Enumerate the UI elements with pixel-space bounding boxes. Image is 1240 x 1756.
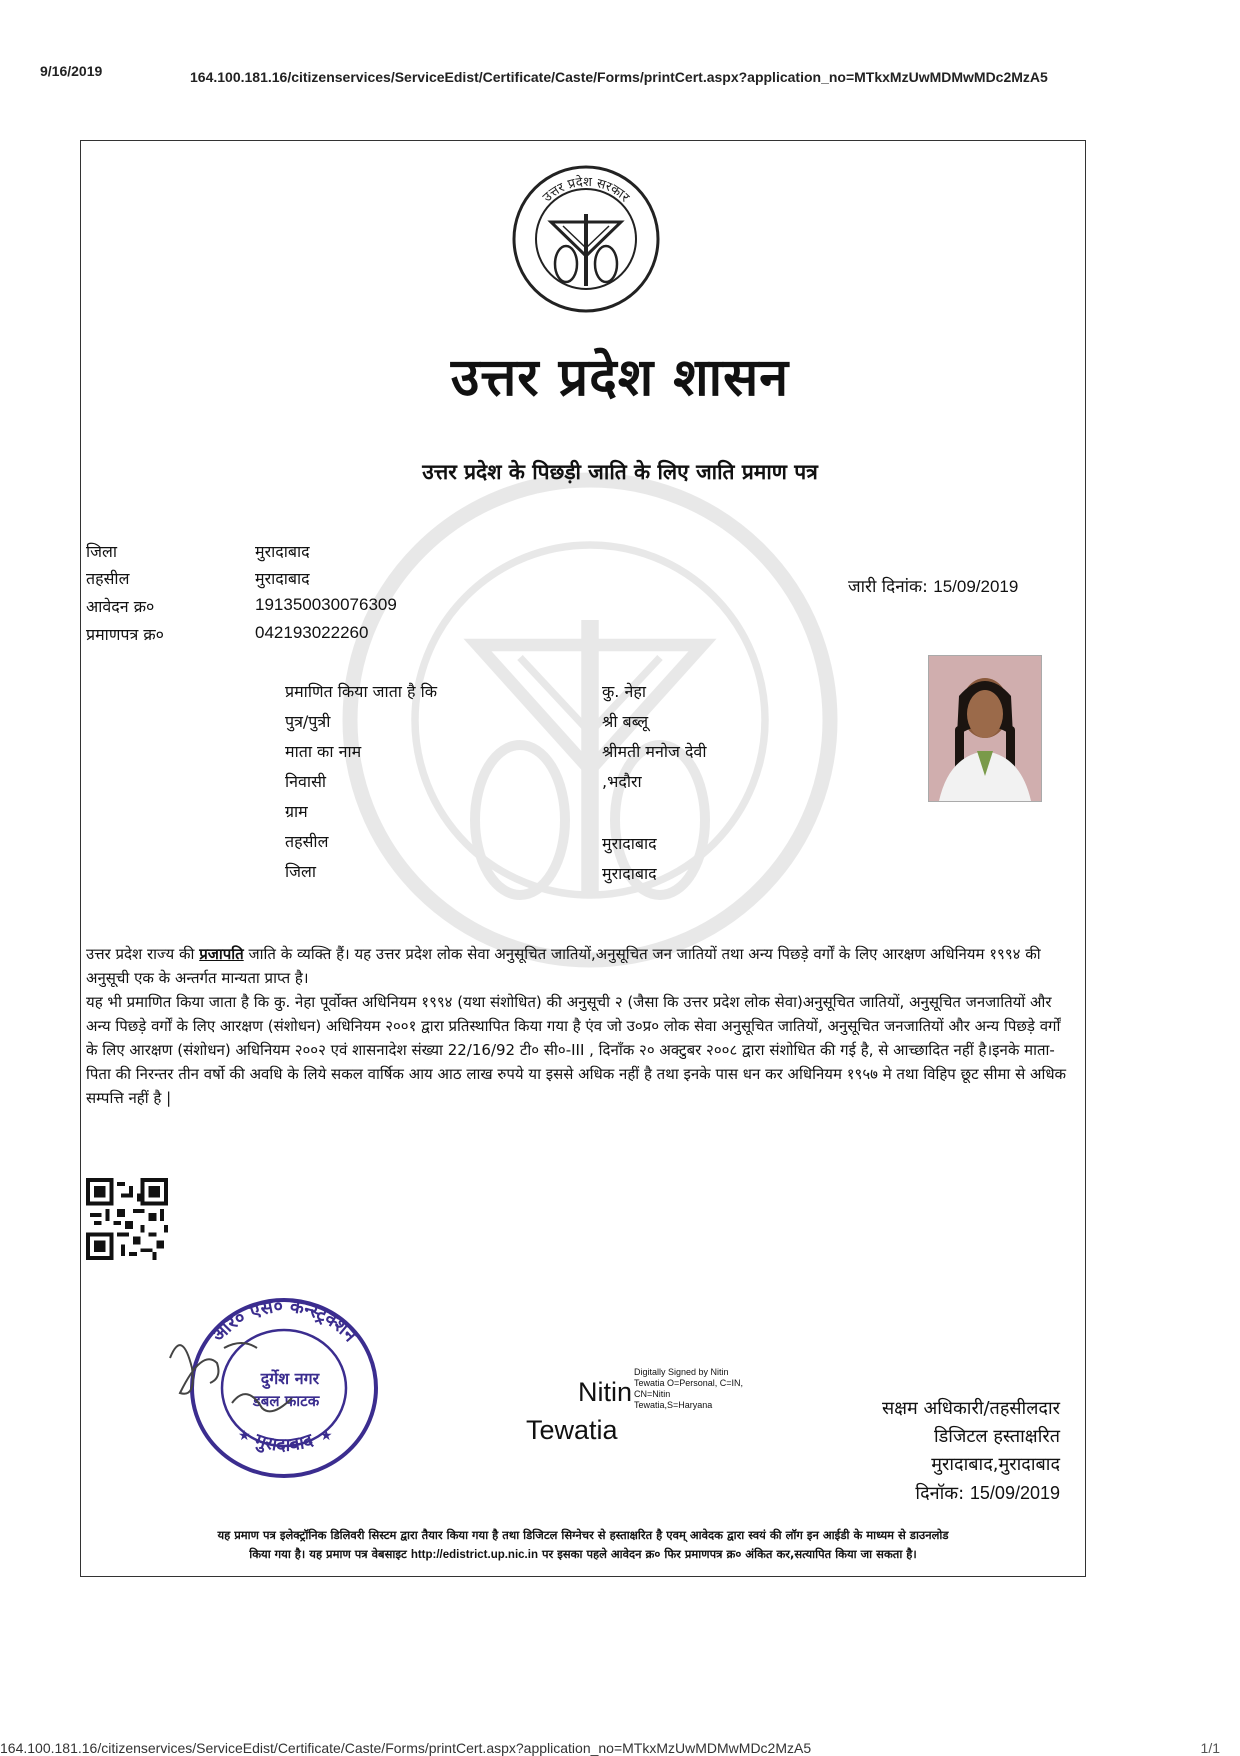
signer-last-name: Tewatia	[526, 1415, 618, 1445]
applicant-photo	[928, 655, 1042, 802]
print-footer-url: 164.100.181.16/citizenservices/ServiceEdist/Certificate/Caste/Forms/printCert.aspx?application_no=MTkxMzUwMDMwMDc2MzA5	[0, 1740, 812, 1756]
official-stamp-icon	[162, 1288, 382, 1498]
up-government-emblem-icon	[511, 164, 661, 314]
svg-text:★: ★	[238, 1428, 251, 1444]
resident-value: ,भदौरा	[602, 772, 642, 791]
emblem-text: उत्तर प्रदेश सरकार	[540, 174, 632, 206]
svg-text:★: ★	[320, 1428, 333, 1444]
body-p1-end: जाति के व्यक्ति हैं। यह उत्तर प्रदेश लोक सेवा अनुसूचित जातियों,अनुसूचित जन जातियों तथा अन्य पिछड़े वर्गों के लिए आरक्षण अधिनियम १९९४ की अनुसूची एक के अन्तर्गत मान्यता प्राप्त है।	[86, 945, 1041, 987]
footer-line-2	[84, 1545, 1082, 1565]
stamp-top-text: आर० एस० कन्स्ट्रक्शन	[207, 1295, 361, 1347]
person-district-value: मुरादाबाद	[602, 864, 657, 883]
person-district-label: जिला	[285, 862, 317, 881]
father-name: श्री बब्लू	[602, 712, 649, 731]
issue-date-value: 15/09/2019	[933, 577, 1019, 596]
certified-label: प्रमाणित किया जाता है कि	[285, 682, 438, 701]
print-url: 164.100.181.16/citizenservices/ServiceEdist/Certificate/Caste/Forms/printCert.aspx?application_no=MTkxMzUwMDMwMDc2MzA5	[190, 69, 1048, 85]
officer-block	[800, 1395, 1060, 1508]
stamp-middle-text-2: डबल फाटक	[252, 1392, 320, 1410]
officer-location: मुरादाबाद,मुरादाबाद	[931, 1454, 1060, 1475]
signature-detail-1: Digitally Signed by Nitin	[634, 1367, 729, 1377]
signer-first-name: Nitin	[578, 1377, 633, 1407]
village-label: ग्राम	[285, 802, 308, 821]
footer-line-2-end: पर इसका पहले आवेदन क्र० फिर प्रमाणपत्र क्र० अंकित कर,सत्यापित किया जा सकता है।	[537, 1547, 917, 1561]
certificate-body	[86, 942, 1076, 1110]
district-value: मुरादाबाद	[255, 542, 310, 561]
svg-text:आर० एस० कन्स्ट्रक्शन	[208, 1296, 361, 1347]
watermark-emblem-icon	[340, 470, 840, 970]
footer-website-link[interactable]: http://edistrict.up.nic.in	[410, 1549, 538, 1561]
applicant-name: कु. नेहा	[602, 682, 646, 701]
applicant-photo-image	[929, 656, 1041, 801]
issue-date	[848, 574, 1018, 597]
person-tehsil-value: मुरादाबाद	[602, 834, 657, 853]
footer-line-1: यह प्रमाण पत्र इलेक्ट्रॉनिक डिलिवरी सिस्टम द्वारा तैयार किया गया है तथा डिजिटल सिग्नेचर से हस्ताक्षरित है एवम् आवेदक द्वारा स्वयं की लॉग इन आईडी के माध्यम से डाउनलोड	[217, 1528, 949, 1542]
stamp-bottom-text: मुरादाबाद	[252, 1429, 316, 1456]
son-daughter-label: पुत्र/पुत्री	[285, 712, 331, 731]
print-page-number: 1/1	[1200, 1740, 1220, 1756]
footer-note	[84, 1526, 1082, 1565]
svg-text:उत्तर प्रदेश सरकार	[540, 174, 632, 206]
page-title: उत्तर प्रदेश शासन	[450, 348, 790, 408]
body-paragraph-2: यह भी प्रमाणित किया जाता है कि कु. नेहा पूर्वोक्त अधिनियम १९९४ (यथा संशोधित) की अनुसूची २ (जैसा कि उत्तर प्रदेश लोक सेवा)अनुसूचित जातियों, अनुसूचित जनजातियों और अन्य पिछड़े वर्गों के लिए आरक्षण (संशोधन) अधिनियम २००१ द्वारा प्रतिस्थापित किया गया है एंव जो उ०प्र० लोक सेवा अनुसूचित जातियों, अनुसूचित जनजातियों और अन्य पिछड़े वर्गों के लिए आरक्षण (संशोधन) अधिनियम २००२ एवं शासनादेश संख्या 22/16/92 टी० सी०-III , दिनाँक २० अक्टुबर २००८ द्वारा संशोधित की गई है, से आच्छादित नहीं है।इनके माता-पिता की निरन्तर तीन वर्षो की अवधि के लिये सकल वार्षिक आय आठ लाख रुपये या इससे अधिक नहीं है तथा इनके पास धन कर अधिनियम १९५७ मे तथा विहिप छूट सीमा से अधिक सम्पत्ति नहीं है |	[86, 993, 1067, 1107]
tehsil-label: तहसील	[86, 569, 130, 588]
district-label: जिला	[86, 542, 118, 561]
body-paragraph-1	[86, 942, 1076, 990]
mother-name-label: माता का नाम	[285, 742, 362, 761]
certificate-no-label: प्रमाणपत्र क्र०	[86, 625, 164, 644]
application-no-value: 191350030076309	[255, 595, 397, 614]
qr-code-icon	[86, 1178, 168, 1260]
svg-text:मुरादाबाद	[251, 1429, 317, 1456]
signature-detail-3: CN=Nitin	[634, 1389, 671, 1399]
signature-detail-4: Tewatia,S=Haryana	[634, 1400, 713, 1410]
mother-name: श्रीमती मनोज देवी	[602, 742, 707, 761]
resident-label: निवासी	[285, 772, 327, 791]
person-tehsil-label: तहसील	[285, 832, 329, 851]
officer-date-label: दिनॉक:	[915, 1483, 965, 1504]
issue-date-label: जारी दिनांक:	[848, 577, 928, 597]
officer-date-value: 15/09/2019	[969, 1483, 1060, 1503]
signature-detail-2: Tewatia O=Personal, C=IN,	[634, 1378, 744, 1388]
print-date: 9/16/2019	[40, 63, 103, 79]
footer-line-2-start: किया गया है। यह प्रमाण पत्र वेबसाइट	[249, 1547, 411, 1561]
body-p1-start: उत्तर प्रदेश राज्य की	[86, 945, 200, 963]
officer-digital-signed: डिजिटल हस्ताक्षरित	[934, 1426, 1060, 1447]
officer-designation: सक्षम अधिकारी/तहसीलदार	[881, 1398, 1060, 1419]
officer-date	[800, 1479, 1060, 1508]
caste-name: प्रजापति	[199, 945, 244, 963]
certificate-no-value: 042193022260	[255, 623, 369, 642]
tehsil-value: मुरादाबाद	[255, 569, 310, 588]
page-subtitle: उत्तर प्रदेश के पिछड़ी जाति के लिए जाति प्रमाण पत्र	[422, 460, 818, 484]
application-no-label: आवेदन क्र०	[86, 597, 155, 616]
stamp-middle-text-1: दुर्गेश नगर	[260, 1369, 320, 1388]
